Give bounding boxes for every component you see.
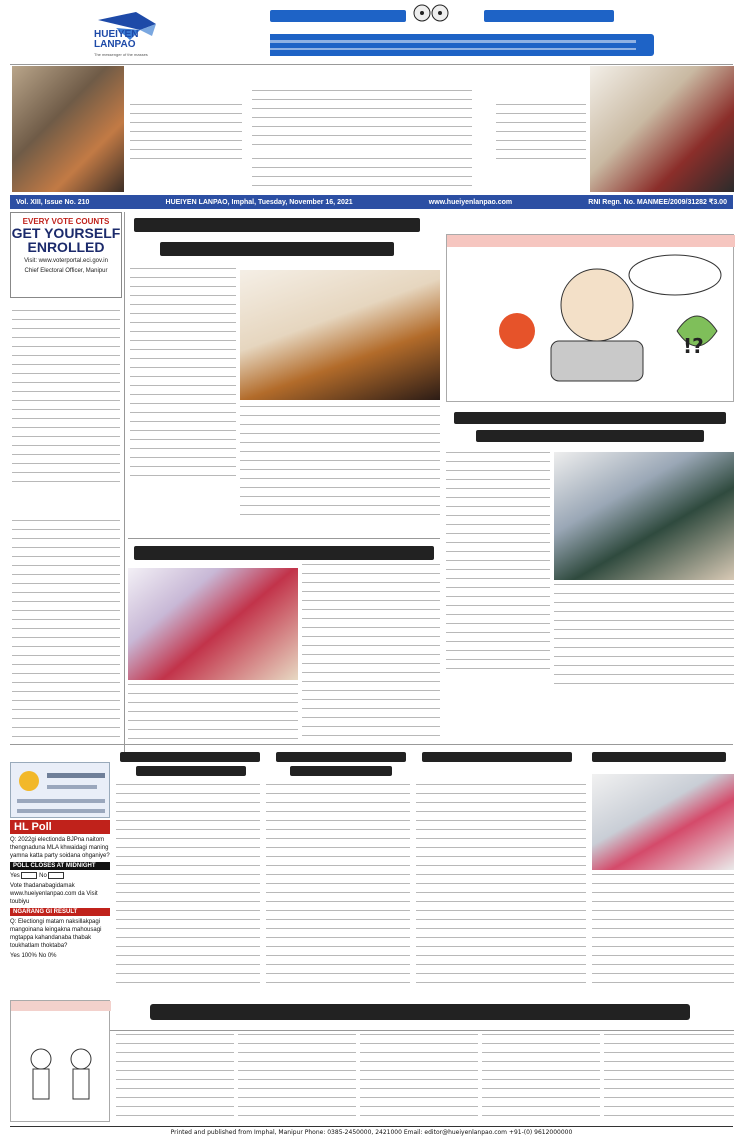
masthead-title-logo xyxy=(270,4,670,60)
row-divider-3 xyxy=(110,1030,734,1031)
pocket-cartoon-drawing xyxy=(11,1001,111,1123)
poll-no-label: No xyxy=(39,873,47,880)
footer-imprint: Printed and published from Imphal, Manipur Phone: 0385-2450000, 2421000 Email: editor@hueiyenlanpao.com +91-(0) 9612000000 xyxy=(10,1126,733,1138)
weather-icon xyxy=(11,763,111,819)
row-divider-2 xyxy=(10,744,733,745)
result-yes-value: 100% xyxy=(21,953,37,960)
hl-poll xyxy=(10,820,110,996)
result-no-value: 0% xyxy=(47,953,57,960)
price: ₹3.00 xyxy=(708,199,727,206)
poll-closes: POLL CLOSES AT MIDNIGHT xyxy=(10,862,110,870)
issue-info-strip xyxy=(10,195,733,209)
poll-vote-instructions[interactable]: Vote thadanabagidamak www.hueiyenlanpao.com da Visit toubiyu xyxy=(10,883,98,906)
ad-line1: EVERY VOTE COUNTS xyxy=(22,217,110,226)
logo-line1: HUEIYEN xyxy=(94,29,139,40)
logo-line2: LANPAO xyxy=(94,39,136,50)
top-right-teaser[interactable] xyxy=(496,104,586,164)
middle-story-headline[interactable] xyxy=(128,542,440,564)
poll-yes-box[interactable] xyxy=(21,872,37,879)
rni-regn xyxy=(588,198,727,206)
bottom-story-col-1[interactable] xyxy=(116,1034,234,1122)
top-left-photo[interactable] xyxy=(12,66,124,192)
dateline: HUEIYEN LANPAO, Imphal, Tuesday, November 16, 2021 xyxy=(165,198,353,206)
lower-story-2[interactable] xyxy=(266,784,410,984)
row-divider xyxy=(128,538,440,539)
middle-story-col[interactable] xyxy=(302,564,440,740)
top-right-photo[interactable] xyxy=(590,66,734,192)
lower-story-4[interactable] xyxy=(592,874,734,984)
result-no-label: No xyxy=(38,953,47,960)
masthead xyxy=(0,0,743,62)
bottom-story-col-3[interactable] xyxy=(360,1034,478,1122)
pocket-cartoon[interactable] xyxy=(10,1000,110,1122)
right-story-col-2[interactable] xyxy=(554,584,734,684)
logo-wordmark[interactable] xyxy=(94,30,148,60)
issue-number: Vol. XIII, Issue No. 210 xyxy=(16,198,90,206)
poll-result-question: Q: Electiongi matam naksillakpagi mangoinana leingakna mahousagi mgtappa kahandanaba thabak toukhatlam thoktaba? xyxy=(10,919,102,950)
website-link[interactable]: www.hueiyenlanpao.com xyxy=(428,198,513,206)
result-yes-label: Yes xyxy=(10,953,20,960)
poll-question: Q: 2022gi electionda BJPna naitom thengnaduna MLA khwaidagi maning yamna katta party soidana ohganiye? xyxy=(10,837,110,859)
bottom-story-col-4[interactable] xyxy=(482,1034,600,1122)
poll-result-title: NGARANG GI RESULT xyxy=(10,908,110,916)
poll-options xyxy=(10,872,110,880)
lead-photo-speaker[interactable] xyxy=(240,270,440,400)
lead-story-col-2[interactable] xyxy=(240,406,440,520)
cartoon-drawing xyxy=(447,235,735,403)
ad-office: Chief Electoral Officer, Manipur xyxy=(24,268,108,274)
lead-story-col-1[interactable] xyxy=(130,268,236,478)
right-story-photo[interactable] xyxy=(554,452,734,580)
middle-story-bottom[interactable] xyxy=(128,684,298,740)
top-center-teaser-1[interactable] xyxy=(252,90,472,118)
poll-no-box[interactable] xyxy=(48,872,64,879)
top-center-teaser-2[interactable] xyxy=(252,126,472,150)
logo-tagline: The messenger of the masses xyxy=(94,52,148,57)
weather-box xyxy=(10,762,110,818)
poll-title: HL Poll xyxy=(10,820,110,834)
bottom-banner-headline[interactable] xyxy=(110,998,734,1028)
svg-text:!?: !? xyxy=(683,334,704,358)
poll-yes-label: Yes xyxy=(10,873,20,880)
lead-headline[interactable] xyxy=(130,214,424,264)
top-left-teaser[interactable] xyxy=(130,104,242,164)
lower-story-3[interactable] xyxy=(416,784,586,984)
column-divider xyxy=(124,212,125,752)
right-story-col-1[interactable] xyxy=(446,452,550,672)
lower-right-photo[interactable] xyxy=(592,774,734,870)
left-column-story-2[interactable] xyxy=(12,520,120,740)
rni-number: RNI Regn. No. MANMEE/2009/31282 xyxy=(588,199,707,206)
ad-line2: GET YOURSELF xyxy=(11,225,121,241)
bottom-story-col-2[interactable] xyxy=(238,1034,356,1122)
right-story-headline[interactable] xyxy=(446,406,734,446)
ad-url: Visit: www.voterportal.eci.gov.in xyxy=(24,258,108,264)
ad-line3: ENROLLED xyxy=(27,239,105,255)
bottom-story-col-5[interactable] xyxy=(604,1034,734,1122)
middle-story-photo[interactable] xyxy=(128,568,298,680)
editorial-cartoon[interactable] xyxy=(446,234,734,402)
voter-enrollment-ad[interactable] xyxy=(10,212,122,298)
top-center-teaser-3[interactable] xyxy=(252,158,472,186)
lower-story-1[interactable] xyxy=(116,784,260,984)
mascot-face-icon xyxy=(408,2,454,24)
poll-result-values xyxy=(10,952,110,960)
left-column-story-1[interactable] xyxy=(12,310,120,490)
